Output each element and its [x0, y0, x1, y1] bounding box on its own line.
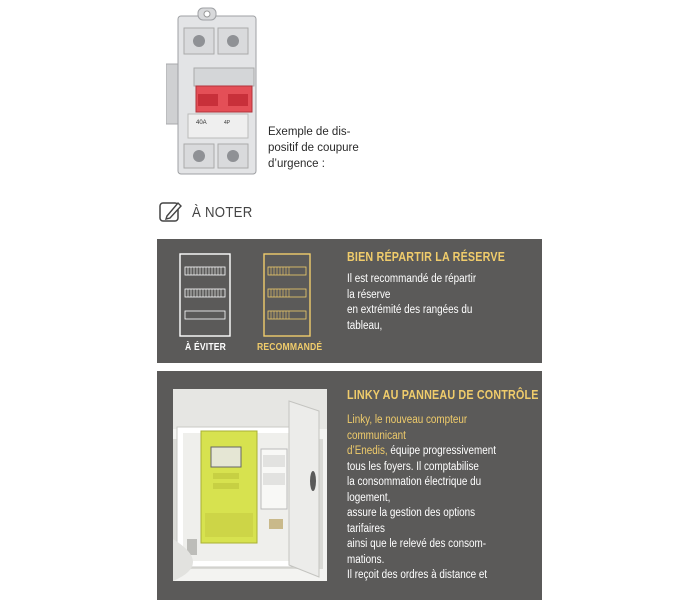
svg-text:40A: 40A: [196, 120, 207, 126]
board-avoid-diagram: [179, 253, 231, 337]
body-line: tous les foyers. Il comptabilise: [347, 460, 479, 473]
body-line: Linky, le nouveau compteur: [347, 414, 468, 426]
body-line: assure la gestion des options: [347, 507, 476, 519]
svg-text:4P: 4P: [224, 120, 231, 126]
reserve-body: [347, 272, 536, 334]
circuit-breaker-image: [166, 6, 266, 176]
note-header: [158, 198, 261, 226]
body-line: Il est recommandé de répartir: [347, 273, 477, 285]
board-recommended-diagram: [263, 253, 311, 337]
body-line: communicant: [347, 429, 406, 442]
body-line: en extrémité des rangées du: [347, 304, 473, 316]
body-line: tarifaires: [347, 522, 385, 535]
breaker-caption: Exemple de dis- positif de coupure d’urgence :: [268, 126, 359, 170]
linky-body: [347, 413, 545, 584]
body-line: Il reçoit des ordres à distance et: [347, 569, 488, 581]
body-line: la réserve: [347, 288, 391, 301]
body-line-tail: équipe progressivement: [387, 445, 496, 457]
body-line: la consommation électrique du: [347, 476, 482, 488]
label-avoid: À ÉVITER: [185, 342, 227, 353]
note-title: À NOTER: [192, 203, 253, 221]
reserve-panel: [157, 239, 542, 363]
body-line: mations.: [347, 553, 385, 566]
label-recommended: RECOMMANDÉ: [257, 342, 323, 353]
pencil-note-icon: [158, 199, 184, 225]
body-line: logement,: [347, 491, 391, 504]
body-line: ainsi que le relevé des consom-: [347, 538, 487, 550]
body-line-highlight: d’Enedis,: [347, 445, 388, 457]
reserve-title: BIEN RÉPARTIR LA RÉSERVE: [347, 250, 506, 264]
linky-title: LINKY AU PANNEAU DE CONTRÔLE: [347, 388, 539, 402]
linky-meter-photo: [173, 389, 327, 581]
body-line: tableau,: [347, 319, 383, 332]
